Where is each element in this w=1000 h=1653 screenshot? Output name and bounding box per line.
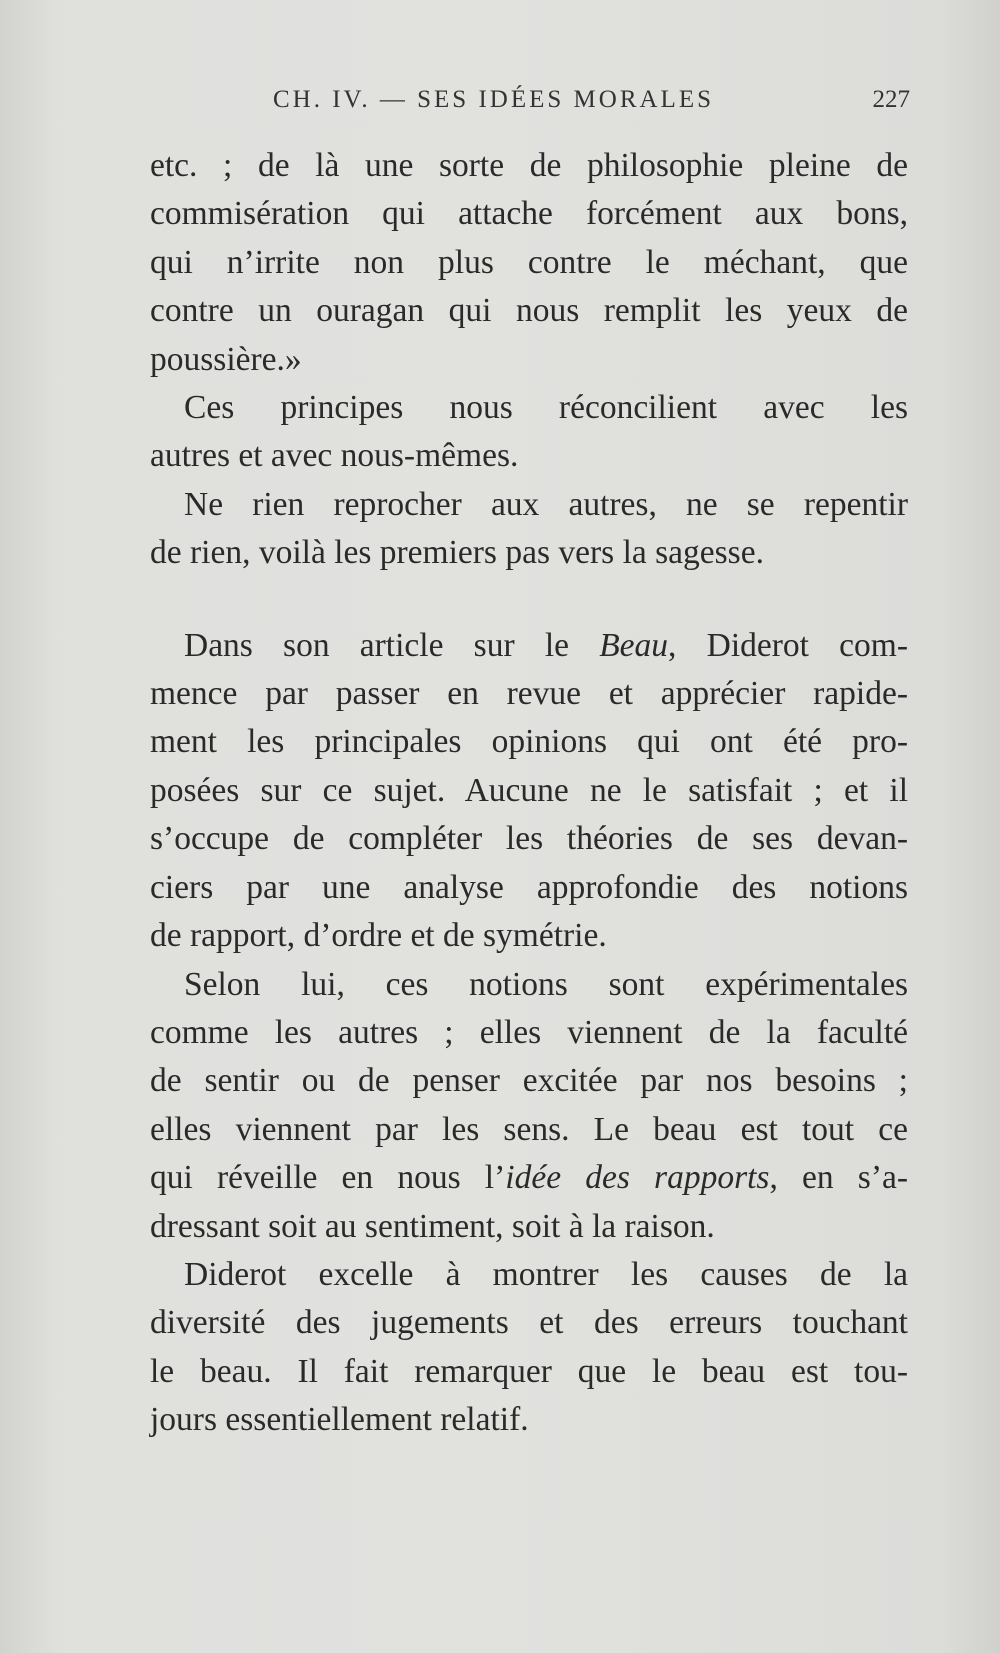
section-gap [150, 578, 908, 622]
text-line: Ces principes nous réconcilient avec les [184, 389, 908, 427]
page-number: 227 [872, 86, 910, 113]
text-line: s’occupe de compléter les théories de ses devan- [150, 820, 908, 858]
paragraph-3 [150, 481, 908, 578]
text-line: de sentir ou de penser excitée par nos besoins ; [150, 1062, 908, 1100]
running-head [150, 86, 910, 122]
body-text [150, 142, 908, 1445]
paragraph-2 [150, 384, 908, 481]
text-line [150, 1154, 908, 1202]
text-line: posées sur ce sujet. Aucune ne le satisfait ; et il [150, 771, 908, 809]
text-line: Ne rien reprocher aux autres, ne se repentir [184, 485, 908, 523]
running-title: CH. IV. — SES IDÉES MORALES [273, 86, 714, 113]
paragraph-4 [150, 622, 908, 961]
text-line: le beau. Il fait remarquer que le beau est tou- [150, 1352, 908, 1390]
text-run: qui réveille en nous l’ [150, 1159, 506, 1197]
text-line: comme les autres ; elles viennent de la faculté [150, 1013, 908, 1051]
text-run: Dans son article sur le [184, 626, 600, 664]
text-line: mence par passer en revue et apprécier rapide- [150, 675, 908, 713]
text-line: ciers par une analyse approfondie des notions [150, 868, 908, 906]
text-run: , Diderot com- [668, 626, 908, 664]
italic-term-idee-des-rapports: idée des rapports [505, 1159, 770, 1197]
text-line: autres et avec nous-mêmes. [150, 437, 519, 475]
paragraph-6 [150, 1251, 908, 1445]
italic-term-beau: Beau [599, 626, 669, 664]
text-line: qui n’irrite non plus contre le méchant, que [150, 243, 908, 281]
text-line: commisération qui attache forcément aux bons, [150, 195, 908, 233]
text-line: Selon lui, ces notions sont expérimentales [184, 965, 908, 1003]
text-line: etc. ; de là une sorte de philosophie pleine de [150, 147, 908, 184]
paragraph-5 [150, 961, 908, 1251]
text-line: poussière.» [150, 340, 302, 378]
text-line: jours essentiellement relatif. [150, 1401, 529, 1439]
text-line: ment les principales opinions qui ont été pro- [150, 723, 908, 761]
text-line: diversité des jugements et des erreurs touchant [150, 1304, 908, 1342]
text-line: elles viennent par les sens. Le beau est tout ce [150, 1110, 908, 1148]
text-line [150, 622, 908, 670]
text-line: Diderot excelle à montrer les causes de la [184, 1255, 908, 1293]
text-line: contre un ouragan qui nous remplit les yeux de [150, 292, 908, 330]
text-line: de rapport, d’ordre et de symétrie. [150, 917, 607, 955]
text-run: , en s’a- [769, 1159, 909, 1197]
text-line: dressant soit au sentiment, soit à la raison. [150, 1207, 715, 1245]
text-line: de rien, voilà les premiers pas vers la sagesse. [150, 534, 764, 572]
paragraph-1 [150, 142, 908, 384]
